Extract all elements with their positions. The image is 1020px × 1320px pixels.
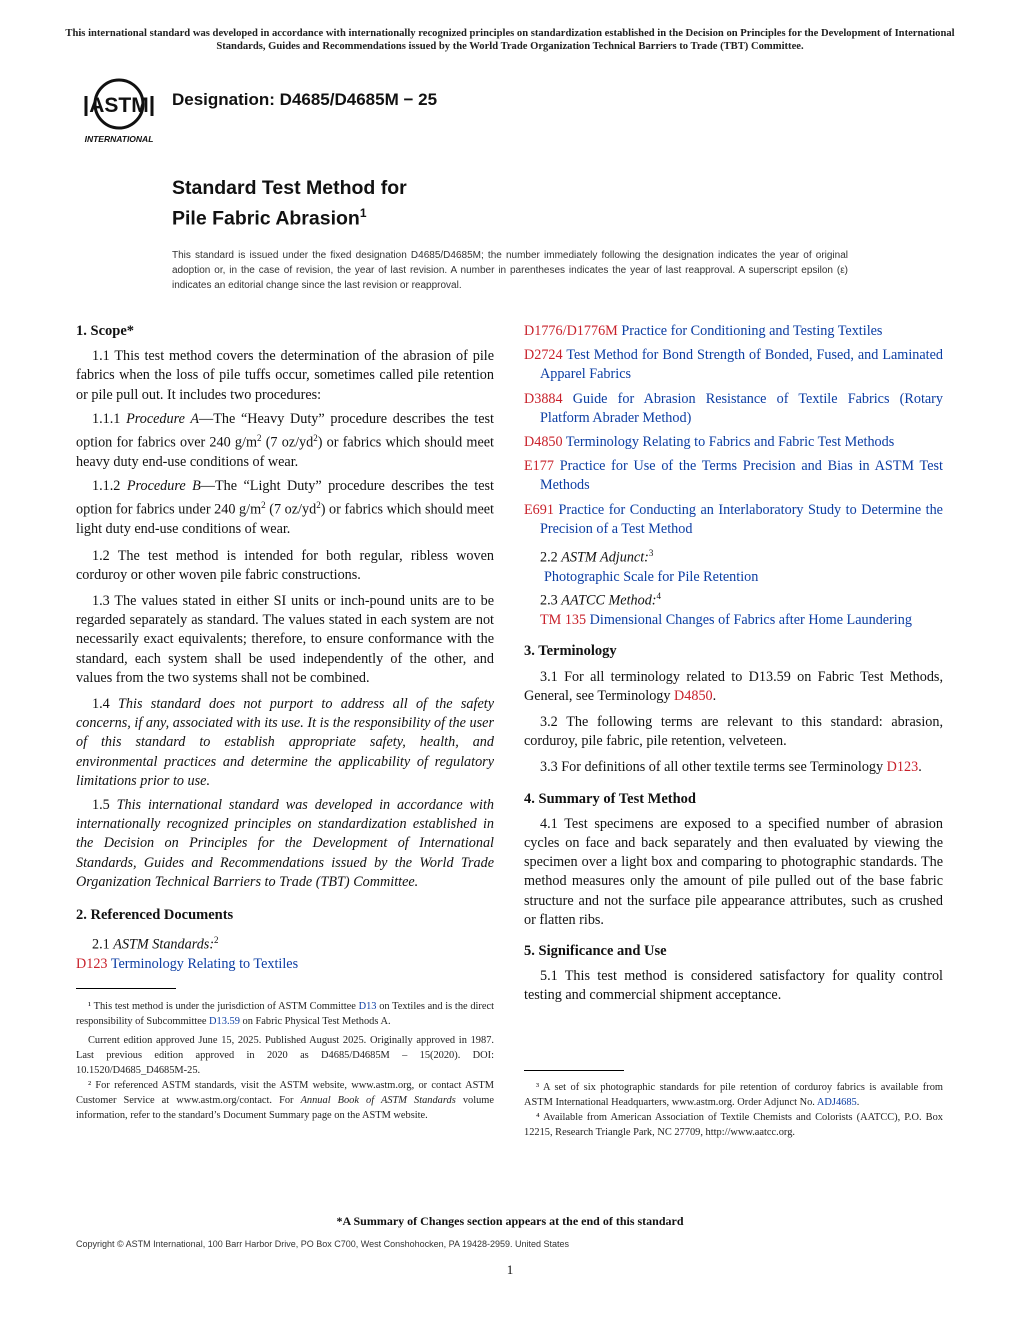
num: 1.1.1 xyxy=(92,410,127,427)
section-significance-heading: 5. Significance and Use xyxy=(524,942,667,959)
num: 2.3 xyxy=(540,592,562,609)
section-refdocs-heading: 2. Referenced Documents xyxy=(76,906,234,923)
ref-d3884[interactable] xyxy=(524,390,943,428)
footnotes-left xyxy=(76,999,494,1123)
adjunct-link[interactable]: Photographic Scale for Pile Retention xyxy=(544,568,759,585)
footnote-4: ⁴ Available from American Association of Textile Chemists and Colorists (AATCC), P.O. Box 12215, Research Triangle Park, NC 27709, http://www.aatcc.org. xyxy=(524,1112,943,1138)
t: on Fabric Physical Test Methods A. xyxy=(239,1016,391,1027)
ref-title[interactable]: Dimensional Changes of Fabrics after Home Laundering xyxy=(586,612,912,629)
title-footnote-mark[interactable]: 1 xyxy=(359,206,367,220)
t: —The “Light Duty” procedure describes the test option for fabrics under 240 g/m xyxy=(76,478,494,519)
sup[interactable]: 3 xyxy=(648,548,654,559)
num: 1.4 xyxy=(92,695,119,712)
t: 3.3 For definitions of all other textile terms see Terminology xyxy=(540,759,887,776)
ref-code[interactable]: D123 xyxy=(886,759,919,776)
para-1-1: 1.1 This test method covers the determination of the abrasion of pile fabrics when the loss of pile tuffs occur, sometimes called pile retention or pile pull out. It includes two procedures: xyxy=(76,348,494,403)
para-4-1: 4.1 Test specimens are exposed to a specified number of abrasion cycles on face and back separately and then evaluated by viewing the specimen over a light box and comparing to photographic standards. The method measures only the amount of pile pulled out of the base fabric structure and not the surface pile appearance attributes, such as crushed or flatten ribs. xyxy=(524,815,943,928)
para-1-3: 1.3 The values stated in either SI units or inch-pound units are to be regarded separately as standard. The values stated in each system are not necessarily exact equivalents; therefore, to ensure conformance with the standard, each system shall be used independently of the other, and values from the two systems shall not be combined. xyxy=(76,592,494,686)
t: —The “Heavy Duty” procedure describes the test option for fabrics over 240 g/m xyxy=(76,410,494,451)
section-terminology-heading: 3. Terminology xyxy=(524,643,617,660)
para-3-3: 3.3 For definitions of all other textile terms see Terminology D123. xyxy=(540,759,922,776)
astm-standards-label: ASTM Standards: xyxy=(113,936,215,953)
t: ² For referenced ASTM standards, visit the ASTM website, www.astm.org, or contact ASTM Customer Service at www.astm.org/contact. For xyxy=(76,1080,494,1106)
safety-text: This standard does not purport to address all of the safety concerns, if any, associated with its use. It is the responsibility of the user of this standard to establish appropriate safety, health, and environmental practices and determine the applicability of regulatory limitations prior to use. xyxy=(76,695,494,789)
ref-title[interactable]: Terminology Relating to Textiles xyxy=(107,956,299,973)
para-1-1-1 xyxy=(76,410,494,472)
ref-d4850[interactable] xyxy=(524,433,943,452)
adjunct-order-link[interactable]: ADJ4685 xyxy=(816,1097,857,1108)
subcommittee-link[interactable]: D13.59 xyxy=(209,1016,240,1027)
sup: 2 xyxy=(257,433,262,444)
para-5-1: 5.1 This test method is considered satisfactory for quality control testing and commercial shipment acceptance. xyxy=(524,968,943,1004)
ref-code[interactable]: D4850 xyxy=(674,687,713,704)
ref-title[interactable]: Test Method for Bond Strength of Bonded, Fused, and Laminated Apparel Fabrics xyxy=(540,347,943,383)
ref-code[interactable]: E691 xyxy=(524,501,554,518)
t: ³ A set of six photographic standards for pile retention of corduroy fabrics is available from ASTM International Headquarters, www.astm.org. Order Adjunct No. xyxy=(524,1082,943,1108)
ref-e691[interactable] xyxy=(524,501,943,539)
t: (7 oz/yd xyxy=(265,502,317,519)
para-1-1-2 xyxy=(76,477,494,539)
title-line2 xyxy=(172,201,407,232)
ref-code[interactable]: D1776/D1776M xyxy=(524,323,618,339)
footnote-rule xyxy=(76,988,176,989)
procedure-b-label: Procedure B xyxy=(126,478,201,495)
issued-statement: This standard is issued under the fixed designation D4685/D4685M; the number immediately following the designation indicates the year of original adoption or, in the case of revision, the year of last revision. A number in parentheses indicates the year of last reapproval. A superscript epsilon (ε) indicates an editorial change since the last revision or reapproval. xyxy=(172,250,848,291)
summary-of-changes-note: *A Summary of Changes section appears at the end of this standard xyxy=(336,1214,684,1228)
left-column xyxy=(76,322,495,1121)
ref-d1776[interactable] xyxy=(524,322,943,341)
ref-e177[interactable] xyxy=(524,457,943,495)
tbt-notice: This international standard was developed in accordance with internationally recognized principles on standardization established in the Decision on Principles for the Development of International Standards, Guides and Recommendations issued by the World Trade Organization Technical Barriers to Trade (TBT) Committee. xyxy=(65,28,955,52)
ref-title[interactable]: Practice for Conditioning and Testing Textiles xyxy=(617,323,883,339)
ref-code[interactable]: E177 xyxy=(524,458,554,475)
title-main: Pile Fabric Abrasion xyxy=(172,207,360,230)
para-1-5 xyxy=(76,796,494,892)
para-1-4 xyxy=(76,695,494,791)
footnote-rule xyxy=(524,1070,624,1071)
para-2-1 xyxy=(76,931,494,955)
footnote-1 xyxy=(76,999,494,1029)
document-title xyxy=(172,176,407,232)
para-3-1: 3.1 For all terminology related to D13.59 on Fabric Test Methods, General, see Terminology D4850. xyxy=(524,668,943,704)
footnote-2 xyxy=(76,1078,494,1123)
ref-code[interactable]: D4850 xyxy=(524,434,563,451)
procedure-a-label: Procedure A xyxy=(126,410,200,427)
num: 1.1.2 xyxy=(92,478,127,495)
designation: Designation: D4685/D4685M − 25 xyxy=(172,90,438,109)
sup: 2 xyxy=(261,500,266,511)
annual-book: Annual Book of ASTM Standards xyxy=(300,1095,456,1106)
ref-d2724[interactable] xyxy=(524,346,943,384)
adjunct-label: ASTM Adjunct: xyxy=(561,549,649,566)
sup[interactable]: 2 xyxy=(214,935,219,946)
num: 2.2 xyxy=(540,549,562,566)
ref-code[interactable]: TM 135 xyxy=(540,612,587,629)
num: 1.5 xyxy=(92,796,117,813)
logo-text: ASTM xyxy=(89,94,149,117)
para-2-2 xyxy=(524,544,943,568)
t: on Textiles and is the direct responsibility of Subcommittee xyxy=(76,1001,494,1027)
para-1-2: 1.2 The test method is intended for both regular, ribless woven corduroy or other woven pile fabric constructions. xyxy=(76,547,494,583)
ref-d123[interactable] xyxy=(76,955,494,974)
t: volume information, refer to the standard’s Document Summary page on the ASTM website. xyxy=(76,1095,495,1121)
ref-code[interactable]: D2724 xyxy=(524,347,563,364)
ref-tm135[interactable] xyxy=(524,611,943,630)
t: ) or fabrics which should meet heavy duty end-use conditions of wear. xyxy=(76,434,494,470)
page-number: 1 xyxy=(506,1262,514,1277)
ref-title[interactable]: Terminology Relating to Fabrics and Fabric Test Methods xyxy=(562,434,895,451)
section-summary-heading: 4. Summary of Test Method xyxy=(524,790,696,807)
footnote-1-edition: Current edition approved June 15, 2025. Published August 2025. Originally approved in 1987. Last previous edition approved in 2020 as D4685/D4685M – 15(2020). DOI: 10.1520/D4685_D4685M-25. xyxy=(76,1035,494,1076)
t: ¹ This test method is under the jurisdiction of ASTM Committee xyxy=(88,1001,359,1012)
footnote-3: ³ A set of six photographic standards for pile retention of corduroy fabrics is available from ASTM International Headquarters, www.astm.org. Order Adjunct No. ADJ4685. xyxy=(524,1082,943,1108)
sup: 2 xyxy=(316,500,321,511)
para-3-2: 3.2 The following terms are relevant to this standard: abrasion, corduroy, pile fabric, pile retention, velveteen. xyxy=(524,713,943,750)
sup: 2 xyxy=(313,433,318,444)
committee-link[interactable]: D13 xyxy=(358,1001,377,1012)
wto-text: This international standard was developed in accordance with internationally recognized principles on standardization established in the Decision on Principles for the Development of International Standards, Guides and Recommendations issued by the World Trade Organization Technical Barriers to Trade (TBT) Committee. xyxy=(76,796,494,890)
ref-code[interactable]: D123 xyxy=(76,956,108,973)
title-line1: Standard Test Method for xyxy=(172,177,407,199)
ref-title[interactable]: Practice for Use of the Terms Precision and Bias in ASTM Test Methods xyxy=(540,458,943,494)
num: 2.1 xyxy=(92,936,114,953)
astm-logo xyxy=(72,76,166,146)
right-column xyxy=(524,322,943,1138)
t: 3.1 For all terminology related to D13.59 on Fabric Test Methods, General, see Terminology xyxy=(524,668,943,704)
t: (7 oz/yd xyxy=(261,434,314,451)
ref-title[interactable]: Practice for Conducting an Interlaboratory Study to Determine the Precision of a Test Method xyxy=(540,501,943,537)
logo-subtext: INTERNATIONAL xyxy=(84,134,154,144)
t: ) or fabrics which should meet light duty end-use conditions of wear. xyxy=(76,502,494,538)
para-2-3 xyxy=(524,587,943,611)
ref-title[interactable]: Guide for Abrasion Resistance of Textile Fabrics (Rotary Platform Abrader Method) xyxy=(540,390,943,426)
aatcc-label: AATCC Method: xyxy=(561,592,657,609)
ref-code[interactable]: D3884 xyxy=(524,390,563,407)
footnotes-right xyxy=(524,1080,943,1140)
section-scope-heading: 1. Scope* xyxy=(76,323,134,339)
sup[interactable]: 4 xyxy=(656,591,662,602)
copyright: Copyright © ASTM International, 100 Barr Harbor Drive, PO Box C700, West Conshohocken, PA 19428-2959. United States xyxy=(76,1239,570,1249)
